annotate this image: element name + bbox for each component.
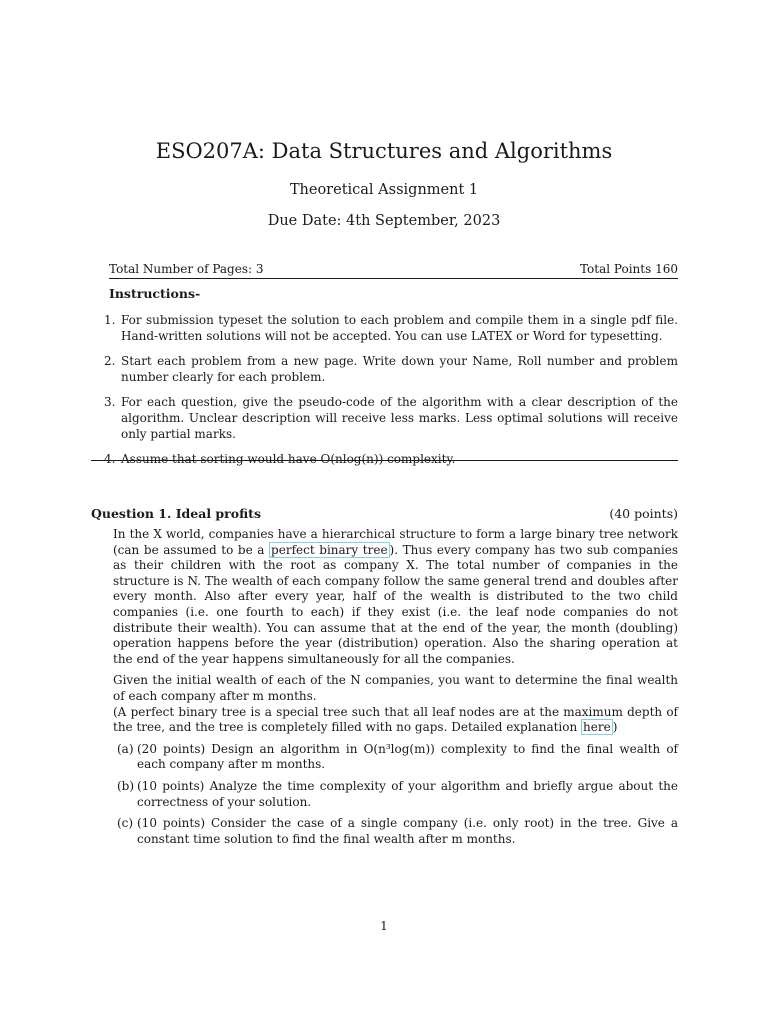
question-paragraph bbox=[113, 673, 678, 735]
page-number: 1 bbox=[380, 919, 388, 933]
bottom-divider bbox=[91, 460, 678, 461]
paragraph-text: ) bbox=[612, 720, 618, 735]
instruction-item bbox=[104, 312, 678, 344]
top-divider bbox=[109, 278, 678, 279]
instructions-heading: Instructions- bbox=[109, 286, 201, 301]
subparts-list bbox=[113, 742, 678, 848]
instruction-number: 4. bbox=[104, 452, 116, 466]
instruction-item bbox=[104, 394, 678, 442]
instruction-text: Start each problem from a new page. Write down your Name, Roll number and problem number clearly for each problem. bbox=[121, 354, 678, 384]
paragraph-text: Given the initial wealth of each of the N companies, you want to determine the final wealth of each company after m months. bbox=[113, 673, 678, 703]
subpart-text: (10 points) Analyze the time complexity of your algorithm and briefly argue about the correctness of your solution. bbox=[137, 778, 678, 809]
question-header: Question 1. Ideal profits (40 points) bbox=[91, 506, 678, 521]
instruction-number: 2. bbox=[104, 354, 116, 368]
subpart-label: (c) bbox=[117, 816, 134, 831]
instruction-text: For each question, give the pseudo-code of the algorithm with a clear description of the algorithm. Unclear description will receive less marks. Less optimal solutions will receive only partial marks. bbox=[121, 395, 678, 441]
instruction-text: For submission typeset the solution to each problem and compile them in a single pdf file. Hand-written solutions will not be accepted. You can use LATEX or Word for typesetting. bbox=[121, 313, 678, 343]
total-pages: Total Number of Pages: 3 bbox=[109, 262, 264, 276]
instruction-number: 1. bbox=[104, 313, 116, 327]
subpart-item bbox=[113, 816, 678, 847]
question-label: Question 1 bbox=[91, 506, 167, 521]
instructions-list bbox=[104, 312, 678, 476]
instruction-number: 3. bbox=[104, 395, 116, 409]
due-date: Due Date: 4th September, 2023 bbox=[267, 213, 501, 229]
paragraph-text: In the X world, companies have a hierarchical structure to form a large binary tree network (can be assumed to be a bbox=[113, 527, 678, 557]
instruction-item bbox=[104, 451, 678, 467]
subpart-item bbox=[113, 779, 678, 810]
assignment-subtitle: Theoretical Assignment 1 bbox=[289, 182, 479, 198]
total-points: Total Points 160 bbox=[579, 262, 678, 276]
subpart-text: (10 points) Consider the case of a single company (i.e. only root) in the tree. Give a constant time solution to find the final wealth after m months. bbox=[137, 816, 678, 846]
subpart-text: (20 points) Design an algorithm in O(n³log(m)) complexity to find the final wealth of each company after m months. bbox=[137, 741, 678, 772]
paragraph-text: ). Thus every company has two sub companies as their children with the root as company X. The total number of companies in the structure is N. The wealth of each company follow the same general trend and doubles after every month. Also after every year, half of the wealth is distributed to the two child companies (i.e. one fourth to each) if they exist (i.e. the leaf node companies do not distribute their wealth). You can assume that at the end of the year, the month (doubling) operation happens before the year (distribution) operation. Also the sharing operation at the end of the year happens simultaneously for all the companies. bbox=[113, 542, 678, 666]
subpart-item bbox=[113, 742, 678, 773]
instruction-item bbox=[104, 353, 678, 385]
question-title: Ideal profits bbox=[175, 506, 261, 521]
perfect-binary-tree-link[interactable]: perfect binary tree bbox=[271, 542, 388, 557]
document-title: ESO207A: Data Structures and Algorithms bbox=[155, 139, 613, 163]
subpart-label: (b) bbox=[117, 778, 135, 793]
here-link[interactable]: here bbox=[583, 720, 611, 735]
subpart-label: (a) bbox=[117, 741, 134, 756]
instruction-text: Assume that sorting would have O(nlog(n)) complexity. bbox=[121, 452, 456, 466]
paragraph-text: (A perfect binary tree is a special tree such that all leaf nodes are at the maximum depth of the tree, and the tree is completely filled with no gaps. Detailed explanation bbox=[113, 704, 678, 735]
question-paragraph bbox=[113, 527, 678, 667]
question-body bbox=[113, 527, 678, 853]
question-points: (40 points) bbox=[609, 506, 678, 521]
